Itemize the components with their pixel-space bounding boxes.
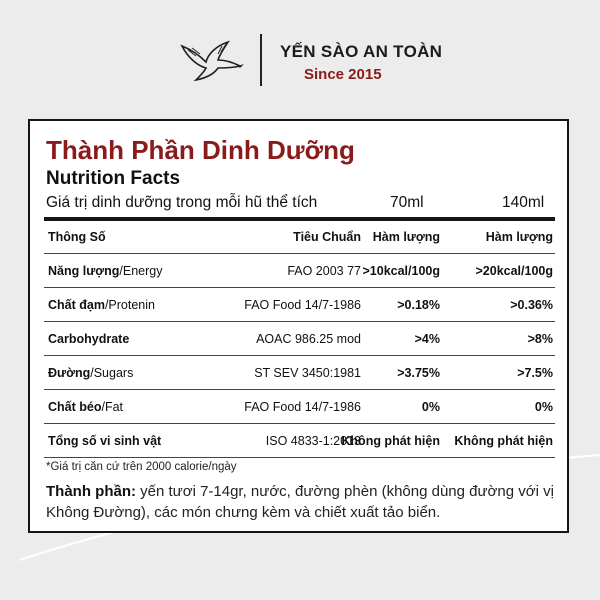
title-vietnamese: Thành Phần Dinh Dưỡng — [46, 135, 355, 165]
brand-name: YẾN SÀO AN TOÀN — [280, 42, 443, 61]
ingredients-text — [46, 481, 561, 523]
serving-label: Giá trị dinh dưỡng trong mỗi hũ thể tích — [46, 194, 318, 211]
row-param — [48, 298, 155, 312]
row-param — [48, 366, 133, 380]
row-standard: FAO Food 14/7-1986 — [244, 298, 361, 312]
serving-size-2: 140ml — [502, 194, 545, 211]
row-divider — [44, 423, 555, 424]
row-value-2: 0% — [534, 400, 553, 414]
table-row — [44, 289, 555, 322]
nutrition-card — [28, 119, 569, 533]
param-vn: Carbohydrate — [48, 332, 130, 346]
row-value-1: >4% — [414, 332, 440, 346]
param-vn: Chất đạm — [48, 298, 105, 312]
param-vn: Chất béo — [48, 400, 102, 414]
param-en: /Sugars — [90, 366, 134, 380]
swallow-logo-icon — [178, 36, 248, 86]
param-vn: Tổng số vi sinh vật — [48, 434, 162, 448]
table-row — [44, 357, 555, 390]
header-divider — [260, 34, 262, 86]
row-value-2: Không phát hiện — [454, 434, 553, 448]
serving-row — [46, 193, 556, 215]
header-value-2: Hàm lượng — [485, 230, 553, 244]
brand-since: Since 2015 — [304, 66, 382, 83]
row-param — [48, 400, 123, 414]
row-value-1: >10kcal/100g — [362, 264, 440, 278]
row-standard: FAO 2003 77 — [287, 264, 361, 278]
param-vn: Đường — [48, 366, 91, 380]
row-divider — [44, 321, 555, 322]
row-value-1: >3.75% — [397, 366, 440, 380]
row-value-2: >8% — [527, 332, 553, 346]
row-value-1: >0.18% — [397, 298, 440, 312]
row-divider — [44, 457, 555, 458]
ingredients-body: yến tươi 7-14gr, nước, đường phèn (không dùng đường với vị Không Đường), các món chưng kèm và chiết xuất tảo biển. — [46, 483, 554, 521]
param-en: /Energy — [119, 264, 163, 278]
row-param — [48, 434, 161, 448]
row-value-1: 0% — [421, 400, 440, 414]
title-english: Nutrition Facts — [46, 168, 181, 189]
header-value-1: Hàm lượng — [372, 230, 440, 244]
brand-header — [178, 28, 443, 90]
table-row — [44, 391, 555, 424]
row-standard: FAO Food 14/7-1986 — [244, 400, 361, 414]
serving-size-1: 70ml — [390, 194, 424, 211]
row-value-2: >7.5% — [517, 366, 553, 380]
param-en: /Fat — [101, 400, 124, 414]
row-standard: AOAC 986.25 mod — [256, 332, 361, 346]
row-divider — [44, 253, 555, 254]
header-param: Thông Số — [48, 230, 106, 244]
header-standard: Tiêu Chuẩn — [293, 230, 361, 244]
row-param — [48, 332, 129, 346]
row-standard: ISO 4833-1:2013 — [265, 434, 361, 448]
param-en: /Protenin — [104, 298, 155, 312]
row-value-2: >0.36% — [510, 298, 553, 312]
table-header-row — [44, 221, 555, 254]
param-vn: Năng lượng — [48, 264, 120, 278]
row-divider — [44, 389, 555, 390]
table-row — [44, 255, 555, 288]
row-value-2: >20kcal/100g — [475, 264, 553, 278]
row-divider — [44, 287, 555, 288]
row-value-1: Không phát hiện — [341, 434, 440, 448]
table-row — [44, 323, 555, 356]
row-standard: ST SEV 3450:1981 — [254, 366, 361, 380]
table-row — [44, 425, 555, 458]
ingredients-label: Thành phần: — [46, 483, 136, 500]
row-param — [48, 264, 163, 278]
row-divider — [44, 355, 555, 356]
footnote: *Giá trị căn cứ trên 2000 calorie/ngày — [46, 461, 237, 473]
